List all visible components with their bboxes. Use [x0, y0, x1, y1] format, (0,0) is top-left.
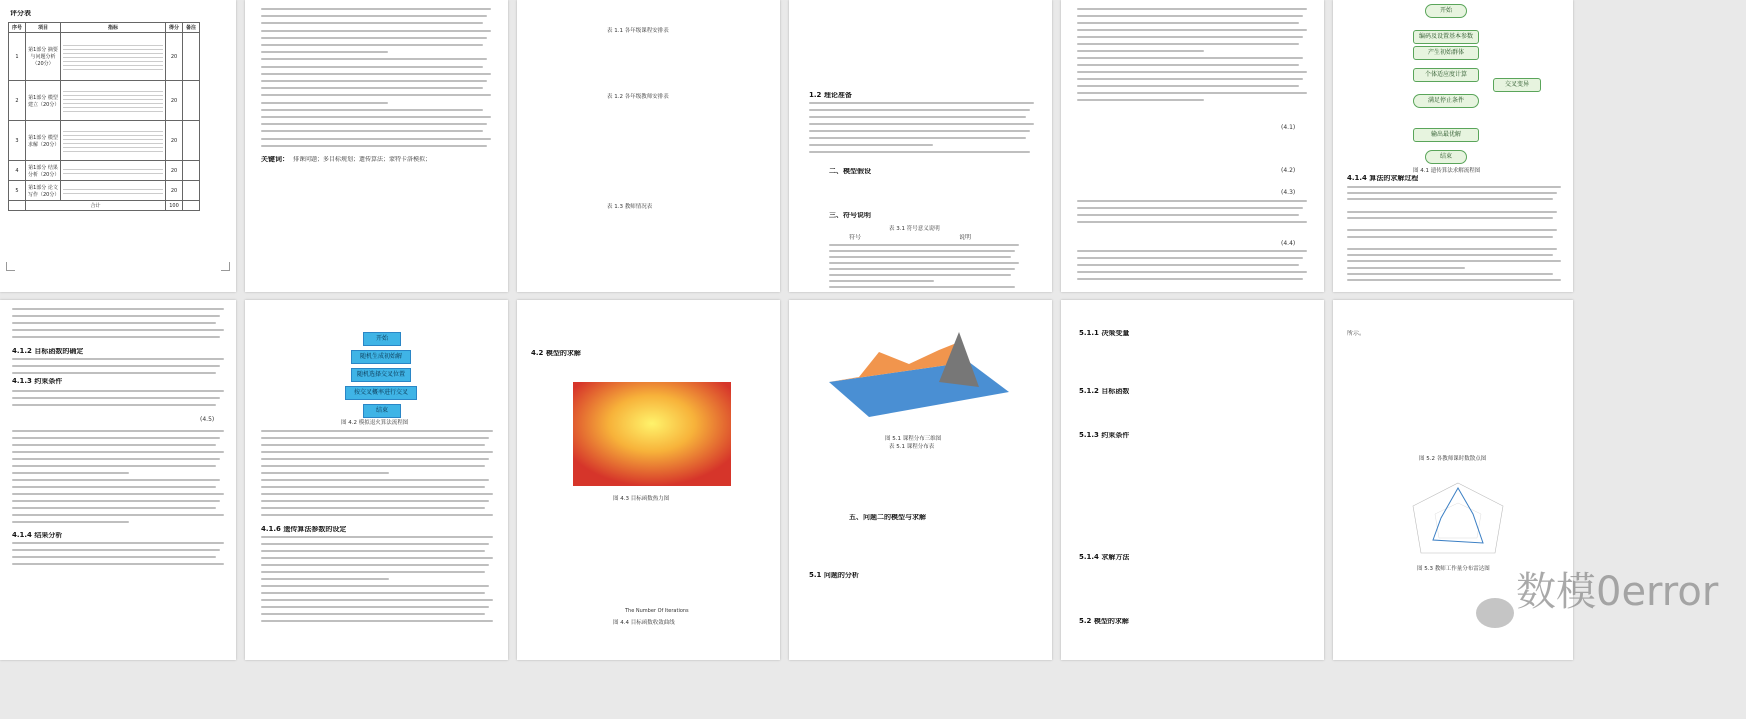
figure-caption: 图 5.2 各教师课时数散点图 [1419, 456, 1487, 462]
text-line [261, 585, 489, 587]
text-line [829, 262, 1019, 264]
text-line [829, 286, 1015, 288]
text-line [12, 514, 224, 516]
text-line [12, 479, 220, 481]
cell: 第1部分 论文写作（20分） [26, 181, 61, 201]
cell: 20 [166, 181, 183, 201]
text-line [12, 521, 129, 523]
text-line [261, 564, 489, 566]
text-line [809, 144, 933, 146]
text-line [1077, 85, 1299, 87]
page-title: 评分表 [10, 10, 31, 17]
cell [61, 181, 166, 201]
text-line [1077, 64, 1299, 66]
section-heading: 5.1.3 约束条件 [1079, 432, 1130, 439]
text-line [12, 397, 220, 399]
text-line [809, 109, 1030, 111]
text-line [261, 138, 491, 140]
text-line [1077, 92, 1307, 94]
cell [183, 81, 200, 121]
text-line [12, 507, 216, 509]
col-header: 得分 [166, 23, 183, 33]
page-11[interactable] [1061, 300, 1324, 660]
heatmap-area [573, 382, 731, 486]
text-line [261, 606, 489, 608]
text-line [261, 130, 483, 132]
text-line [261, 37, 487, 39]
text-line [1077, 57, 1303, 59]
section-heading: 4.2 模型的求解 [531, 350, 581, 357]
text-line [261, 73, 491, 75]
text-line [261, 430, 493, 432]
cell [183, 33, 200, 81]
col-header: 指标 [61, 23, 166, 33]
text-line [261, 458, 489, 460]
text-line [261, 87, 483, 89]
text-line [261, 451, 493, 453]
equation-number: (4.4) [1281, 240, 1296, 247]
text-line [1347, 267, 1465, 269]
text-line [261, 472, 389, 474]
text-line [1077, 99, 1204, 101]
text-line [261, 592, 485, 594]
flow-start: 开始 [1425, 4, 1467, 18]
text-line [12, 390, 224, 392]
text-line [1347, 192, 1557, 194]
figure-caption: 图 5.3 教师工作量分布雷达图 [1417, 566, 1490, 572]
cell [183, 181, 200, 201]
radar-series [1433, 488, 1483, 543]
section-heading: 5.2 模型的求解 [1079, 618, 1129, 625]
text-line [261, 116, 491, 118]
text-line [261, 22, 483, 24]
cell: 合计 [26, 201, 166, 211]
col-header: 备注 [183, 23, 200, 33]
cell: 2 [9, 81, 26, 121]
text-line [1347, 254, 1553, 256]
text-line [1077, 214, 1299, 216]
flow-step: 按交叉概率进行交叉 [345, 386, 417, 400]
radar-chart [1403, 478, 1513, 568]
page-2[interactable] [245, 0, 508, 292]
text-line [1077, 257, 1303, 259]
text-line [829, 250, 1015, 252]
text-line [261, 444, 485, 446]
text-line [1347, 186, 1561, 188]
equation-number: (4.2) [1281, 167, 1296, 174]
table-caption: 表 5.1 课程分布表 [889, 444, 935, 450]
text-line [1347, 211, 1557, 213]
text-line [261, 613, 485, 615]
flow-step: 交叉变异 [1493, 78, 1541, 92]
surface-3d-chart [819, 322, 1019, 422]
text-line [12, 451, 224, 453]
text-line [1077, 250, 1307, 252]
cell: 20 [166, 121, 183, 161]
keywords-value: 排课问题；多目标规划；遗传算法；蒙特卡洛模拟； [293, 156, 432, 163]
text-line [1347, 217, 1553, 219]
col-header: 序号 [9, 23, 26, 33]
text-line [1077, 29, 1307, 31]
text-line [12, 308, 224, 310]
surface-base [829, 362, 1009, 417]
text-line [261, 58, 487, 60]
text-line [261, 109, 483, 111]
flow-step: 开始 [363, 332, 401, 346]
flow-step: 编码及设置基本参数 [1413, 30, 1479, 44]
corner-mark [6, 262, 15, 271]
text-line [12, 437, 220, 439]
x-axis-label: The Number Of Iterations [625, 608, 689, 614]
cell: 20 [166, 81, 183, 121]
figure-caption: 图 4.4 目标函数收敛曲线 [613, 620, 675, 626]
cell [61, 81, 166, 121]
text-line [261, 437, 489, 439]
cell: 5 [9, 181, 26, 201]
text-line [12, 430, 224, 432]
text-line [1347, 229, 1557, 231]
text-line [261, 486, 485, 488]
text-line [261, 514, 493, 516]
page-3[interactable] [517, 0, 780, 292]
cell [61, 121, 166, 161]
table-caption: 表 1.2 各年级教师安排表 [607, 94, 669, 100]
cell [9, 201, 26, 211]
text-line [261, 30, 491, 32]
text-line [12, 365, 220, 367]
text-line [261, 123, 487, 125]
text-line [809, 130, 1030, 132]
cell: 3 [9, 121, 26, 161]
cell: 第1部分 结果分析（20分） [26, 161, 61, 181]
cell: 20 [166, 161, 183, 181]
text-line [12, 329, 224, 331]
text-line [12, 336, 220, 338]
flow-end: 结束 [1425, 150, 1467, 164]
text-line [12, 404, 216, 406]
text-line [261, 571, 485, 573]
equation-number: (4.5) [200, 416, 215, 423]
cell: 第1部分 模型求解（20分） [26, 121, 61, 161]
text-line [261, 599, 493, 601]
text-line [1347, 260, 1561, 262]
text-line [261, 15, 487, 17]
text-line [261, 493, 493, 495]
wechat-icon [1476, 598, 1514, 628]
text-line [261, 507, 485, 509]
cell: 4 [9, 161, 26, 181]
text-line [1347, 198, 1553, 200]
text-line [1077, 15, 1303, 17]
figure-caption: 图 5.1 课程分布三维图 [885, 436, 942, 442]
text-line [12, 549, 220, 551]
convergence-chart [567, 506, 737, 606]
section-heading: 5.1.2 目标函数 [1079, 388, 1130, 395]
text-line [1347, 273, 1553, 275]
text-line [12, 493, 224, 495]
text-line [1077, 8, 1307, 10]
text-line [829, 268, 1015, 270]
flow-step: 随机选择交叉位置 [351, 368, 411, 382]
text-line [261, 51, 388, 53]
flow-step: 输出最优解 [1413, 128, 1479, 142]
text-line [809, 151, 1030, 153]
page-7[interactable] [0, 300, 236, 660]
equation-number: (4.3) [1281, 189, 1296, 196]
text-line [261, 536, 493, 538]
cell: 20 [166, 33, 183, 81]
flow-step: 产生初始群体 [1413, 46, 1479, 60]
sym-header: 符号 [849, 234, 862, 241]
text-line [829, 244, 1019, 246]
text-line [261, 8, 491, 10]
equation-number: (4.1) [1281, 124, 1296, 131]
text-line [261, 465, 485, 467]
text-line [829, 280, 934, 282]
cell [183, 201, 200, 211]
figure-caption: 图 4.3 目标函数热力图 [613, 496, 670, 502]
page-8[interactable] [245, 300, 508, 660]
section-heading: 4.1.4 结果分析 [12, 532, 63, 539]
section-heading: 五、问题二的模型与求解 [849, 514, 926, 521]
text-line [1077, 50, 1204, 52]
section-heading: 1.2 理论准备 [809, 92, 852, 99]
table-caption: 表 1.1 各年级课程安排表 [607, 28, 669, 34]
text-line [1077, 271, 1307, 273]
text-line [809, 123, 1034, 125]
text-line [261, 578, 389, 580]
text-line [1077, 36, 1303, 38]
text-line [829, 256, 1011, 258]
section-heading: 三、符号说明 [829, 212, 871, 219]
text-line [12, 542, 224, 544]
text-line [261, 66, 483, 68]
text-line [12, 486, 216, 488]
text-line [1077, 278, 1303, 280]
text-line [12, 556, 216, 558]
text-line [261, 44, 483, 46]
scatter-chart [1369, 340, 1549, 450]
text-line [12, 458, 220, 460]
section-heading: 4.1.6 遗传算法参数的设定 [261, 526, 347, 533]
text-line [809, 116, 1026, 118]
flow-step: 随机生成初始解 [351, 350, 411, 364]
cell: 第1部分 模型建立（20分） [26, 81, 61, 121]
page-6[interactable] [1333, 0, 1573, 292]
text-line [1077, 78, 1303, 80]
text-line [1077, 221, 1307, 223]
text-line [1347, 248, 1557, 250]
text-line [1347, 279, 1561, 281]
corner-mark [221, 262, 230, 271]
cell: 1 [9, 33, 26, 81]
text-line [12, 372, 216, 374]
text-line [261, 80, 487, 82]
text-line [809, 137, 1026, 139]
text-line [1077, 71, 1307, 73]
text-line [261, 500, 489, 502]
section-heading: 5.1.1 决策变量 [1079, 330, 1130, 337]
text-line [12, 322, 216, 324]
text-line [12, 315, 220, 317]
score-table [8, 22, 200, 211]
section-heading: 4.1.3 约束条件 [12, 378, 63, 385]
text-line [261, 479, 489, 481]
section-heading: 5.1.4 求解方法 [1079, 554, 1130, 561]
radar-grid [1435, 503, 1481, 538]
col-header: 项目 [26, 23, 61, 33]
text-line [1347, 236, 1553, 238]
text-line [809, 102, 1034, 104]
figure-caption: 图 4.1 遗传算法求解流程图 [1413, 168, 1481, 174]
flow-step: 个体适应度计算 [1413, 68, 1479, 82]
text-fragment: 所示。 [1347, 330, 1366, 337]
cell: 100 [166, 201, 183, 211]
text-line [12, 472, 129, 474]
text-line [261, 620, 493, 622]
heatmap-figure [573, 382, 731, 486]
cell [61, 161, 166, 181]
text-line [12, 358, 224, 360]
page-9[interactable] [517, 300, 780, 660]
text-line [261, 557, 493, 559]
page-10[interactable] [789, 300, 1052, 660]
text-line [12, 444, 216, 446]
flow-decision: 满足停止条件 [1413, 94, 1479, 108]
text-line [12, 500, 220, 502]
text-line [1077, 264, 1299, 266]
text-line [12, 563, 224, 565]
section-heading: 二、模型假设 [829, 168, 871, 175]
flow-step: 结束 [363, 404, 401, 418]
sym-header: 说明 [959, 234, 972, 241]
text-line [1077, 43, 1299, 45]
text-line [261, 94, 491, 96]
table-caption: 表 1.3 教师情况表 [607, 204, 653, 210]
watermark: 数模0error [1516, 569, 1719, 615]
page-5[interactable] [1061, 0, 1324, 292]
text-line [829, 274, 1011, 276]
text-line [1077, 207, 1303, 209]
keywords-label: 关键词： [261, 156, 289, 163]
cell [183, 161, 200, 181]
text-line [261, 145, 487, 147]
page-1[interactable] [0, 0, 236, 292]
text-line [1077, 200, 1307, 202]
text-line [12, 465, 216, 467]
section-heading: 4.1.2 目标函数的确定 [12, 348, 84, 355]
cell [183, 121, 200, 161]
radar-grid [1413, 483, 1503, 553]
cell: 第1部分 摘要与问题分析（20分） [26, 33, 61, 81]
section-heading: 5.1 问题的分析 [809, 572, 859, 579]
table-caption: 表 3.1 符号意义说明 [889, 226, 940, 232]
cell [61, 33, 166, 81]
section-heading: 4.1.4 算法的求解过程 [1347, 175, 1419, 182]
text-line [261, 550, 485, 552]
figure-caption: 图 4.2 模拟退火算法流程图 [341, 420, 409, 426]
page-4[interactable] [789, 0, 1052, 292]
text-line [261, 102, 388, 104]
text-line [1077, 22, 1299, 24]
text-line [261, 543, 489, 545]
